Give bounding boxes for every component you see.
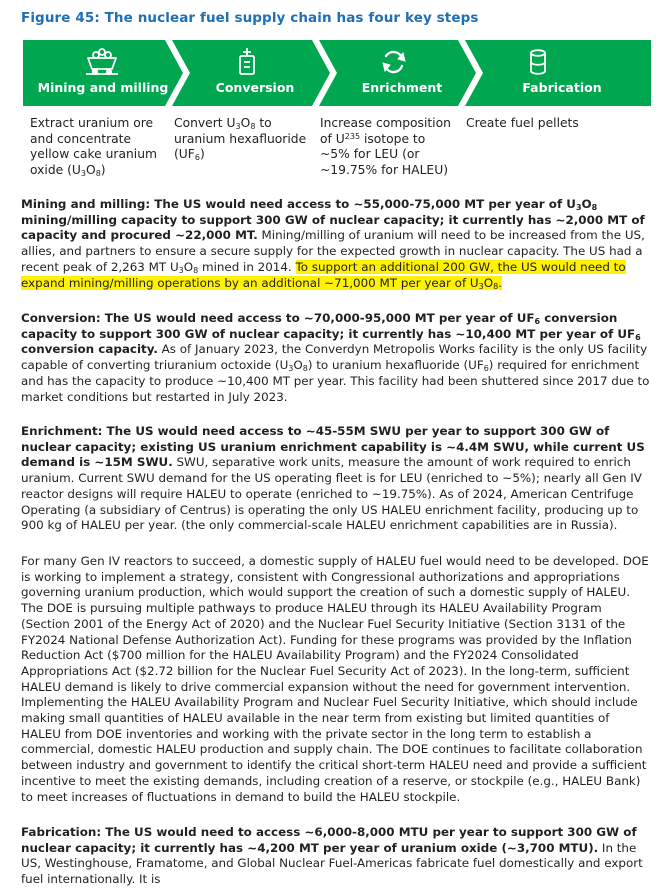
step-desc-enrichment: Increase composition of $U^{235}$ isotope to ~5% for LEU (or ~19.75% for HALEU) bbox=[320, 116, 451, 177]
mining-heading: Mining and milling: The US would need access to ~55,000-75,000 MT per year of $U_3O_8$ mining/milling capacity to support 300 GW of nuclear capacity; it currently has ~2,000 MT of capacity and procured ~22,000 MT. bbox=[21, 197, 645, 243]
step-conversion-chevron bbox=[172, 40, 330, 106]
enrichment-section bbox=[21, 424, 651, 534]
fabrication-heading: Fabrication: The US would need to access ~6,000-8,000 MTU per year to support 300 GW of nuclear capacity; it currently has ~4,200 MT per year of uranium oxide (~3,700 MTU). bbox=[21, 825, 637, 855]
enrichment-body: SWU, separative work units, measure the amount of work required to enrich uranium. Current SWU demand for the US operating fleet is for LEU (enriched to ~5%); nearly all Gen IV reactor designs will require HALEU to operate (enriched to ~19.75%). As of 2024, American Centrifuge Operating (a subsidiary of Centrus) is operating the only US HALEU enrichment facility, producing up to 900 kg of HALEU per year. (the only commercial-scale HALEU enrichment capabilities are in Russia). bbox=[21, 455, 642, 533]
step-label-enrichment: Enrichment bbox=[361, 80, 443, 95]
step-label-fabrication: Fabrication bbox=[522, 80, 602, 95]
figure-title: Figure 45: The nuclear fuel supply chain has four key steps bbox=[21, 10, 479, 26]
haleu-paragraph: For many Gen IV reactors to succeed, a domestic supply of HALEU fuel would need to be developed. DOE is working to implement a strategy, consistent with Congressional authorizations and appropriations governing uranium production, which would support the creation of such a domestic supply of HALEU. The DOE is pursuing multiple pathways to produce HALEU through its HALEU Availability Program (Section 2001 of the Energy Act of 2020) and the Nuclear Fuel Security Initiative (Section 3131 of the FY2024 National Defense Authorization Act). Funding for these programs was provided by the Inflation Reduction Act ($700 million for the HALEU Availability Program) and the FY2024 Consolidated Appropriations Act ($2.72 billion for the Nuclear Fuel Security Act of 2023). In the long-term, sufficient HALEU demand is likely to drive commercial expansion without the need for government intervention. Implementing the HALEU Availability Program and Nuclear Fuel Security Initiative, which should include making small quantities of HALEU available in the near term from existing but limited quantities of HALEU from DOE inventories and working with the private sector in the long term to establish a commercial, domestic HALEU production and supply chain. The DOE continues to facilitate collaboration between industry and government to identify the critical short-term HALEU need and provide a sufficient incentive to meet the existing demands, including creation of a reserve, or stockpile (e.g., HALEU Bank) to meet increases of fluctuations in demand to build the HALEU stockpile. bbox=[21, 554, 649, 804]
conversion-heading: Conversion: The US would need access to ~70,000-95,000 MT per year of $UF_6$ conversion capacity to support 300 GW of nuclear capacity; it currently has ~10,400 MT per year of $UF_6$ conversion capacity. bbox=[21, 311, 641, 357]
step-desc-mining: Extract uranium ore and concentrate yellow cake uranium oxide $(U_3O_8)$ bbox=[30, 116, 157, 178]
fabrication-section bbox=[21, 825, 651, 888]
mining-body: Mining/milling of uranium will need to be increased from the US, allies, and partners to ensure a secure supply for the expected growth in nuclear capacity. The US had a recent peak of 2,263 MT $U_3O_8$ mined in 2014. bbox=[21, 228, 645, 275]
conversion-body: As of January 2023, the Converdyn Metropolis Works facility is the only US facility capable of converting triuranium octoxide $(U_3O_8)$ to uranium hexafluoride $(UF_6)$ required for enrichment and has the capacity to produce ~10,400 MT per year. This facility had been shuttered since 2017 due to market conditions but restarted in July 2023. bbox=[21, 342, 650, 404]
step-desc-fabrication: Create fuel pellets bbox=[466, 116, 579, 130]
mining-section bbox=[21, 197, 651, 291]
enrichment-heading: Enrichment: The US would need access to ~45-55M SWU per year to support 300 GW of nuclear capacity; existing US uranium enrichment capability is ~4.4M SWU, while current US demand is ~15M SWU. bbox=[21, 424, 645, 470]
step-label-conversion: Conversion bbox=[215, 80, 295, 95]
step-enrichment-chevron bbox=[319, 40, 476, 106]
step-label-mining: Mining and milling bbox=[37, 80, 169, 95]
mining-highlight: To support an additional 200 GW, the US would need to expand mining/milling operations by an additional ~71,000 MT per year of $U_3O_8$. bbox=[21, 259, 626, 291]
supply-chain-diagram bbox=[0, 0, 671, 120]
fabrication-body: In the US, Westinghouse, Framatome, and Global Nuclear Fuel-Americas fabricate fuel domestically and export fuel internationally. It is bbox=[21, 840, 643, 887]
step-desc-conversion: Convert $U_3O_8$ to uranium hexafluoride $(UF_6)$ bbox=[174, 116, 307, 163]
step-fabrication-chevron bbox=[465, 40, 651, 106]
conversion-section bbox=[21, 311, 651, 405]
